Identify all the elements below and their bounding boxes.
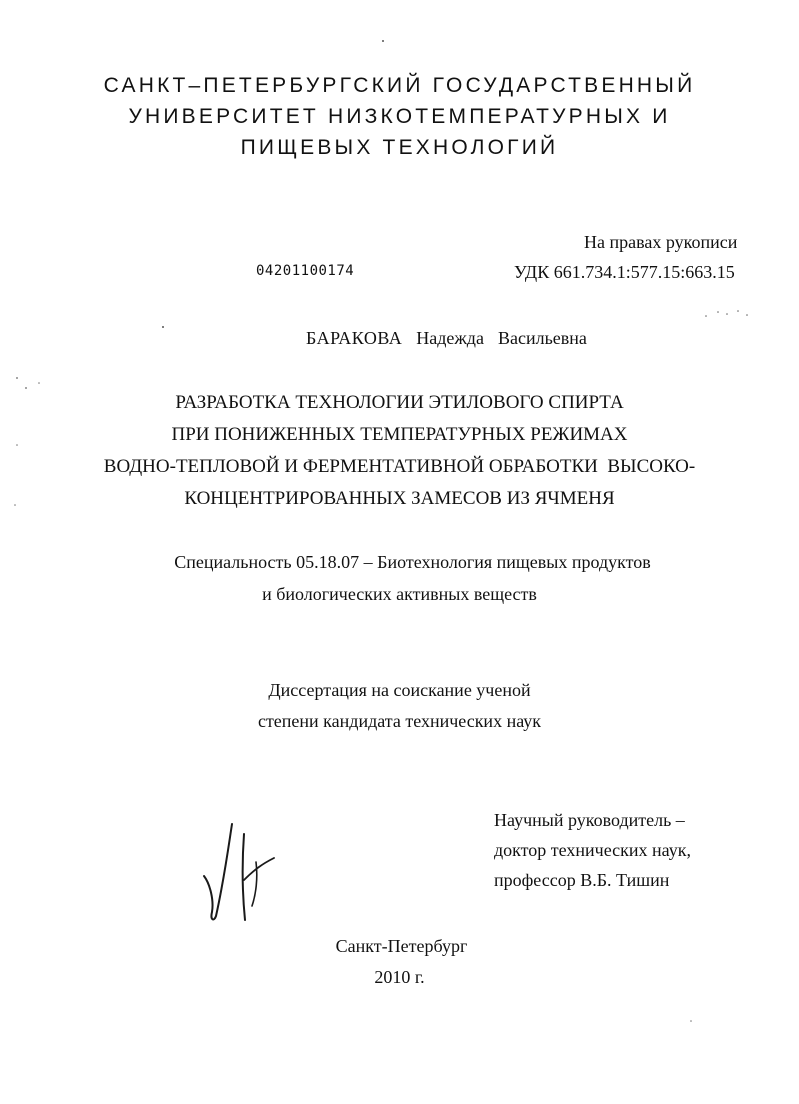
author-first-name: Надежда: [416, 328, 484, 348]
advisor-degree: доктор технических наук,: [494, 840, 691, 860]
registry-number: 04201100174: [256, 263, 355, 279]
university-name-line-3: ПИЩЕВЫХ ТЕХНОЛОГИЙ: [240, 136, 559, 159]
advisor-name: профессор В.Б. Тишин: [494, 870, 670, 890]
udc-code: УДК 661.734.1:577.15:663.15: [514, 262, 735, 282]
year: 2010 г.: [374, 967, 425, 987]
manuscript-note: На правах рукописи: [584, 232, 738, 252]
degree-line-2: степени кандидата технических наук: [257, 711, 542, 731]
specialty-line-1: Специальность 05.18.07 – Биотехнология пищевых продуктов: [174, 552, 651, 572]
dissertation-title-line-1: РАЗРАБОТКА ТЕХНОЛОГИИ ЭТИЛОВОГО СПИРТА: [175, 392, 624, 413]
degree-line-1: Диссертация на соискание ученой: [268, 680, 531, 700]
dissertation-title-line-2: ПРИ ПОНИЖЕННЫХ ТЕМПЕРАТУРНЫХ РЕЖИМАХ: [171, 424, 628, 445]
university-name-line-1: САНКТ–ПЕТЕРБУРГСКИЙ ГОСУДАРСТВЕННЫЙ: [103, 74, 696, 97]
city: Санкт-Петербург: [335, 936, 468, 956]
specialty-line-2: и биологических активных веществ: [262, 584, 537, 604]
handwritten-signature: [198, 820, 293, 930]
author-name: [306, 328, 587, 349]
advisor-role: Научный руководитель –: [494, 810, 685, 830]
university-name-line-2: УНИВЕРСИТЕТ НИЗКОТЕМПЕРАТУРНЫХ И: [128, 105, 671, 128]
author-surname: БАРАКОВА: [306, 328, 403, 348]
dissertation-title-line-3: ВОДНО-ТЕПЛОВОЙ И ФЕРМЕНТАТИВНОЙ ОБРАБОТКИ ВЫСОКО-: [103, 456, 696, 477]
author-patronymic: Васильевна: [497, 328, 587, 348]
dissertation-title-line-4: КОНЦЕНТРИРОВАННЫХ ЗАМЕСОВ ИЗ ЯЧМЕНЯ: [184, 488, 615, 509]
